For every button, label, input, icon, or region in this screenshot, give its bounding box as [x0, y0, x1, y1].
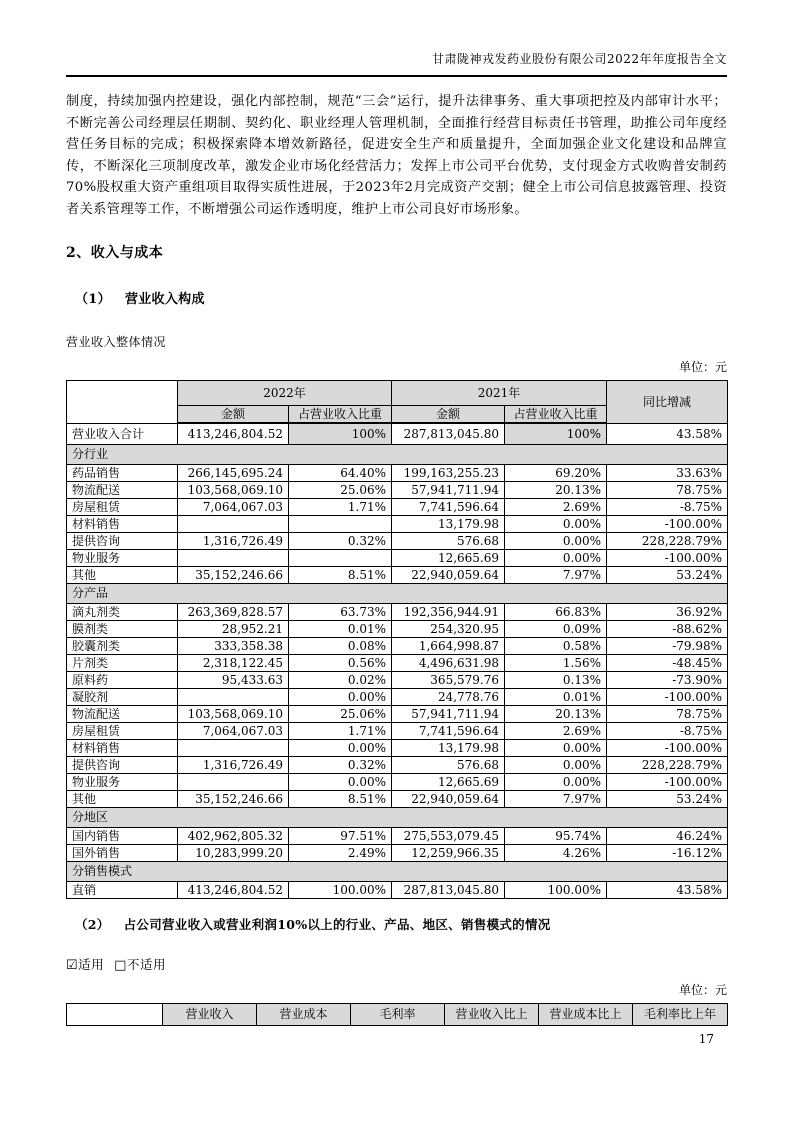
value-cell: 97.51%	[289, 827, 392, 844]
subsection-2-number: （2）	[75, 916, 110, 932]
header-cell: 营业收入	[163, 1003, 257, 1025]
value-cell: 7,741,596.64	[392, 722, 505, 739]
table-row	[67, 722, 728, 739]
row-label-cell: 物业服务	[67, 773, 178, 790]
value-cell: -48.45%	[607, 654, 728, 671]
value-cell: 100.00%	[289, 881, 392, 898]
table-header-row-years	[67, 381, 728, 406]
page-header	[66, 0, 727, 77]
applicable-label: 适用	[78, 956, 105, 972]
value-cell: 35,152,246.66	[178, 790, 289, 807]
table-row	[67, 790, 728, 807]
header-cell: 营业成本比上	[539, 1003, 633, 1025]
value-cell: 20.13%	[505, 481, 607, 498]
value-cell: 0.00%	[505, 773, 607, 790]
checked-checkbox-icon: ☑	[66, 957, 79, 973]
yoy-header: 同比增减	[607, 381, 728, 424]
pct-header-2022: 占营业收入比重	[289, 406, 392, 424]
row-label-cell: 滴丸剂类	[67, 603, 178, 620]
value-cell: 7.97%	[505, 566, 607, 583]
value-cell: 25.06%	[289, 481, 392, 498]
value-cell: 25.06%	[289, 705, 392, 722]
not-applicable-option	[114, 957, 166, 972]
subsection-1-title: 营业收入构成	[124, 292, 205, 307]
row-label-cell: 凝胶剂	[67, 688, 178, 705]
table-section-row	[67, 807, 728, 827]
value-cell: 0.32%	[289, 532, 392, 549]
row-label-cell: 房屋租赁	[67, 722, 178, 739]
row-label-cell: 其他	[67, 566, 178, 583]
value-cell: 1.71%	[289, 722, 392, 739]
value-cell: 576.68	[392, 756, 505, 773]
value-cell: 4,496,631.98	[392, 654, 505, 671]
year-header-2021: 2021年	[392, 381, 607, 406]
value-cell: -100.00%	[607, 773, 728, 790]
value-cell: 0.00%	[505, 739, 607, 756]
value-cell: 78.75%	[607, 705, 728, 722]
value-cell: 8.51%	[289, 790, 392, 807]
value-cell: 95,433.63	[178, 671, 289, 688]
value-cell: 43.58%	[607, 423, 728, 444]
header-cell: 毛利率比上年	[633, 1003, 728, 1025]
value-cell: 53.24%	[607, 566, 728, 583]
value-cell: 263,369,828.57	[178, 603, 289, 620]
value-cell: -8.75%	[607, 498, 728, 515]
value-cell: 33.63%	[607, 464, 728, 481]
value-cell	[289, 549, 392, 566]
value-cell: 199,163,255.23	[392, 464, 505, 481]
margin-table-header-row	[67, 1003, 728, 1025]
value-cell: 1.56%	[505, 654, 607, 671]
value-cell: 13,179.98	[392, 515, 505, 532]
row-label-cell: 物业服务	[67, 549, 178, 566]
applicability-line	[66, 955, 727, 973]
value-cell: 69.20%	[505, 464, 607, 481]
value-cell: 0.00%	[505, 515, 607, 532]
page-content	[66, 0, 727, 1026]
year-header-2022: 2022年	[178, 381, 392, 406]
row-label-cell: 材料销售	[67, 739, 178, 756]
table-row	[67, 844, 728, 861]
row-label-cell: 片剂类	[67, 654, 178, 671]
table-row	[67, 549, 728, 566]
value-cell: 0.01%	[289, 620, 392, 637]
value-cell: 7.97%	[505, 790, 607, 807]
table-row	[67, 620, 728, 637]
value-cell: 402,962,805.32	[178, 827, 289, 844]
value-cell: 2.69%	[505, 498, 607, 515]
table-row	[67, 637, 728, 654]
value-cell	[178, 773, 289, 790]
row-label-cell: 物流配送	[67, 705, 178, 722]
value-cell: 36.92%	[607, 603, 728, 620]
value-cell: 7,741,596.64	[392, 498, 505, 515]
value-cell: -100.00%	[607, 688, 728, 705]
value-cell: 28,952.21	[178, 620, 289, 637]
value-cell	[178, 688, 289, 705]
value-cell: 53.24%	[607, 790, 728, 807]
section-label-cell: 分行业	[67, 444, 728, 464]
row-label-cell: 原料药	[67, 671, 178, 688]
value-cell: 24,778.76	[392, 688, 505, 705]
table-caption: 营业收入整体情况	[66, 335, 167, 349]
unchecked-checkbox-icon: □	[114, 957, 127, 973]
value-cell: 287,813,045.80	[392, 423, 505, 444]
value-cell: 1,316,726.49	[178, 756, 289, 773]
amount-header-2022: 金额	[178, 406, 289, 424]
value-cell: 1,664,998.87	[392, 637, 505, 654]
section-label-cell: 分地区	[67, 807, 728, 827]
revenue-table-head	[67, 381, 728, 424]
subsection-2-title: 占公司营业收入或营业利润10%以上的行业、产品、地区、销售模式的情况	[123, 916, 551, 932]
value-cell: 12,665.69	[392, 773, 505, 790]
pct-header-2021: 占营业收入比重	[505, 406, 607, 424]
table-row	[67, 827, 728, 844]
value-cell: 0.00%	[505, 756, 607, 773]
value-cell: 576.68	[392, 532, 505, 549]
revenue-table	[66, 380, 728, 899]
value-cell: 43.58%	[607, 881, 728, 898]
value-cell: 20.13%	[505, 705, 607, 722]
value-cell: 0.00%	[289, 739, 392, 756]
value-cell: -16.12%	[607, 844, 728, 861]
value-cell: 10,283,999.20	[178, 844, 289, 861]
table-row	[67, 739, 728, 756]
header-cell: 营业收入比上	[445, 1003, 539, 1025]
value-cell: 13,179.98	[392, 739, 505, 756]
section-heading: 2、收入与成本	[66, 245, 164, 261]
table-row	[67, 464, 728, 481]
table-row	[67, 881, 728, 898]
table-row	[67, 515, 728, 532]
value-cell: 12,259,966.35	[392, 844, 505, 861]
row-label-cell: 胶囊剂类	[67, 637, 178, 654]
value-cell	[178, 739, 289, 756]
table-row	[67, 423, 728, 444]
amount-header-2021: 金额	[392, 406, 505, 424]
row-label-cell: 国外销售	[67, 844, 178, 861]
value-cell: 78.75%	[607, 481, 728, 498]
value-cell: 63.73%	[289, 603, 392, 620]
row-label-cell: 营业收入合计	[67, 423, 178, 444]
value-cell: 0.13%	[505, 671, 607, 688]
row-label-cell: 国内销售	[67, 827, 178, 844]
table-row	[67, 498, 728, 515]
table-row	[67, 654, 728, 671]
value-cell: -73.90%	[607, 671, 728, 688]
value-cell: 46.24%	[607, 827, 728, 844]
revenue-table-body	[67, 423, 728, 898]
row-label-cell: 膜剂类	[67, 620, 178, 637]
value-cell: 100%	[289, 423, 392, 444]
unit-label: 单位：元	[678, 360, 727, 374]
table-row	[67, 603, 728, 620]
table-row	[67, 773, 728, 790]
value-cell: 228,228.79%	[607, 756, 728, 773]
table-section-row	[67, 583, 728, 603]
value-cell: 0.00%	[289, 688, 392, 705]
header-cell: 毛利率	[351, 1003, 445, 1025]
value-cell: 275,553,079.45	[392, 827, 505, 844]
section-label-cell: 分销售模式	[67, 861, 728, 881]
value-cell: 35,152,246.66	[178, 566, 289, 583]
header-cell: 营业成本	[257, 1003, 351, 1025]
table-row	[67, 756, 728, 773]
row-label-cell: 提供咨询	[67, 532, 178, 549]
value-cell: 7,064,067.03	[178, 722, 289, 739]
row-label-cell: 提供咨询	[67, 756, 178, 773]
table-row	[67, 532, 728, 549]
value-cell: 66.83%	[505, 603, 607, 620]
value-cell: 228,228.79%	[607, 532, 728, 549]
value-cell: 22,940,059.64	[392, 566, 505, 583]
value-cell: 7,064,067.03	[178, 498, 289, 515]
not-applicable-label: 不适用	[126, 956, 166, 972]
section-label-cell: 分产品	[67, 583, 728, 603]
value-cell	[178, 549, 289, 566]
value-cell: 2.49%	[289, 844, 392, 861]
value-cell: 0.00%	[505, 532, 607, 549]
value-cell: 100%	[505, 423, 607, 444]
row-label-cell: 物流配送	[67, 481, 178, 498]
row-label-cell: 材料销售	[67, 515, 178, 532]
value-cell: 64.40%	[289, 464, 392, 481]
value-cell: 413,246,804.52	[178, 423, 289, 444]
value-cell: 254,320.95	[392, 620, 505, 637]
value-cell: -100.00%	[607, 515, 728, 532]
subsection-2-heading	[66, 915, 727, 933]
corner-cell	[67, 381, 178, 424]
value-cell: 95.74%	[505, 827, 607, 844]
value-cell: 57,941,711.94	[392, 705, 505, 722]
row-label-cell: 其他	[67, 790, 178, 807]
value-cell: 4.26%	[505, 844, 607, 861]
value-cell: 365,579.76	[392, 671, 505, 688]
value-cell: -100.00%	[607, 739, 728, 756]
value-cell: 0.00%	[289, 773, 392, 790]
value-cell: 192,356,944.91	[392, 603, 505, 620]
value-cell: 103,568,069.10	[178, 705, 289, 722]
subsection-1-heading	[66, 288, 727, 307]
value-cell: 0.58%	[505, 637, 607, 654]
value-cell: -8.75%	[607, 722, 728, 739]
row-label-cell: 房屋租赁	[67, 498, 178, 515]
value-cell: -100.00%	[607, 549, 728, 566]
value-cell: 0.02%	[289, 671, 392, 688]
table-section-row	[67, 444, 728, 464]
value-cell: 333,358.38	[178, 637, 289, 654]
value-cell: 2.69%	[505, 722, 607, 739]
value-cell: 103,568,069.10	[178, 481, 289, 498]
value-cell: 57,941,711.94	[392, 481, 505, 498]
report-title: 甘肃陇神戎发药业股份有限公司2022年年度报告全文	[431, 52, 727, 66]
applicable-option	[66, 957, 104, 972]
unit-label-2: 单位：元	[678, 982, 727, 997]
value-cell	[289, 515, 392, 532]
value-cell: 0.01%	[505, 688, 607, 705]
table-row	[67, 566, 728, 583]
value-cell	[178, 515, 289, 532]
value-cell: 0.08%	[289, 637, 392, 654]
value-cell: 12,665.69	[392, 549, 505, 566]
value-cell: 0.32%	[289, 756, 392, 773]
body-paragraph: 制度，持续加强内控建设，强化内部控制，规范“三会”运行，提升法律事务、重大事项把控及内部审计水平；不断完善公司经理层任期制、契约化、职业经理人管理机制，全面推行经营目标责任书管理，助推公司年度经营任务目标的完成；积极探索降本增效新路径，促进安全生产和质量提升，全面加强企业文化建设和品牌宣传，不断深化三项制度改革，激发企业市场化经营活力；发挥上市公司平台优势，支付现金方式收购普安制药70%股权重大资产重组项目取得实质性进展，于2023年2月完成资产交割；健全上市公司信息披露管理、投资者关系管理等工作，不断增强公司运作透明度，维护上市公司良好市场形象。	[66, 94, 727, 217]
value-cell: 266,145,695.24	[178, 464, 289, 481]
value-cell: 8.51%	[289, 566, 392, 583]
value-cell: -79.98%	[607, 637, 728, 654]
value-cell: 22,940,059.64	[392, 790, 505, 807]
table-section-row	[67, 861, 728, 881]
value-cell: 0.56%	[289, 654, 392, 671]
table-row	[67, 481, 728, 498]
table-row	[67, 671, 728, 688]
value-cell: -88.62%	[607, 620, 728, 637]
value-cell: 1.71%	[289, 498, 392, 515]
subsection-1-number: （1）	[75, 292, 111, 307]
value-cell: 2,318,122.45	[178, 654, 289, 671]
value-cell: 1,316,726.49	[178, 532, 289, 549]
value-cell: 0.09%	[505, 620, 607, 637]
empty-header-cell	[67, 1003, 163, 1025]
margin-table	[66, 1003, 728, 1026]
page-number: 17	[698, 1032, 714, 1046]
value-cell: 287,813,045.80	[392, 881, 505, 898]
value-cell: 413,246,804.52	[178, 881, 289, 898]
value-cell: 100.00%	[505, 881, 607, 898]
row-label-cell: 直销	[67, 881, 178, 898]
table-row	[67, 688, 728, 705]
row-label-cell: 药品销售	[67, 464, 178, 481]
value-cell: 0.00%	[505, 549, 607, 566]
table-row	[67, 705, 728, 722]
